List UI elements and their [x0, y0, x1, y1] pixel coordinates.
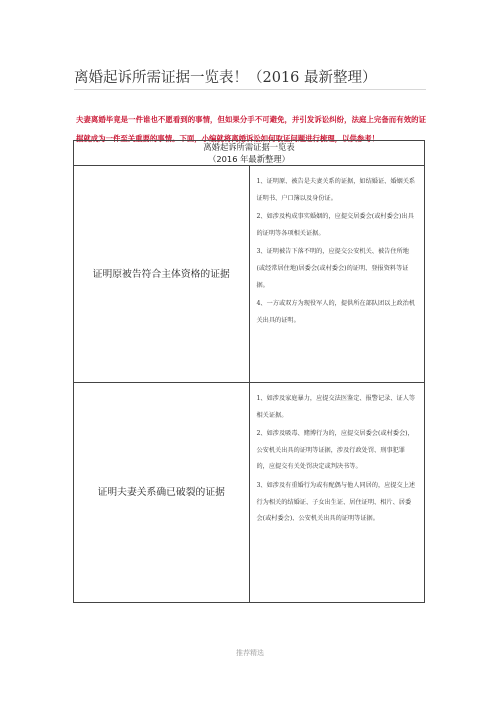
table-row: [74, 383, 425, 603]
intro-paragraph: 夫妻离婚毕竟是一件谁也不愿看到的事情，但如果分手不可避免，并引发诉讼纠纷，法庭上完备而有效的证据就成为一件至关重要的事情。下面，小编就将离婚诉讼如何取证问题进行梳理，以供参考！: [76, 115, 426, 143]
evidence-item: 3、证明被告下落不明的，应提交公安机关、被告住所地(或经常居住地)居委会(或村委会)的证明、登报资料等证据。: [256, 248, 409, 289]
evidence-item: 1、如涉及家庭暴力，应提交法医鉴定、报警记录、证人等相关证据。: [256, 395, 416, 419]
title-divider: [74, 89, 426, 90]
page-title: 离婚起诉所需证据一览表！（2016 最新整理）: [74, 70, 377, 86]
evidence-table: [73, 140, 425, 603]
evidence-item: 2、如涉及构成事实婚姻的，应提交居委会(或村委会)出具的证明等各项相关证据。: [256, 213, 414, 237]
row-label-marriage-breakdown: 证明夫妻关系确已破裂的证据: [74, 383, 250, 603]
table-heading: [74, 141, 425, 166]
row-items-subject-eligibility: [249, 166, 425, 383]
evidence-item: 2、如涉及吸毒、赌博行为的，应提交居委会(或村委会)，公安机关出具的证明等证据，涉及行政处罚、刑事犯罪的，应提交有关处罚决定或判决书等。: [256, 430, 414, 471]
table-heading-subtitle: （2016 年最新整理）: [208, 154, 290, 164]
evidence-item: 3、如涉及有重婚行为或有配偶与他人同居的，应提交上述行为相关的结婚证、子女出生证、居住证明、相片、居委会(或村委会)、公安机关出具的证明等证据。: [256, 481, 416, 523]
row-items-marriage-breakdown: [249, 383, 425, 603]
evidence-item: 4、一方或双方为现役军人的，提供所在部队团以上政治机关出具的证明。: [256, 300, 416, 324]
table-header-row: [74, 141, 425, 166]
page-footer: 推荐精选: [236, 649, 264, 657]
table-row: [74, 166, 425, 383]
table-heading-title: 离婚起诉所需证据一览表: [203, 142, 295, 152]
evidence-item: 1、证明原、被告是夫妻关系的证据，如结婚证、婚姻关系证明书、户口簿以及身份证。: [256, 178, 416, 202]
row-label-subject-eligibility: 证明原被告符合主体资格的证据: [74, 166, 250, 383]
